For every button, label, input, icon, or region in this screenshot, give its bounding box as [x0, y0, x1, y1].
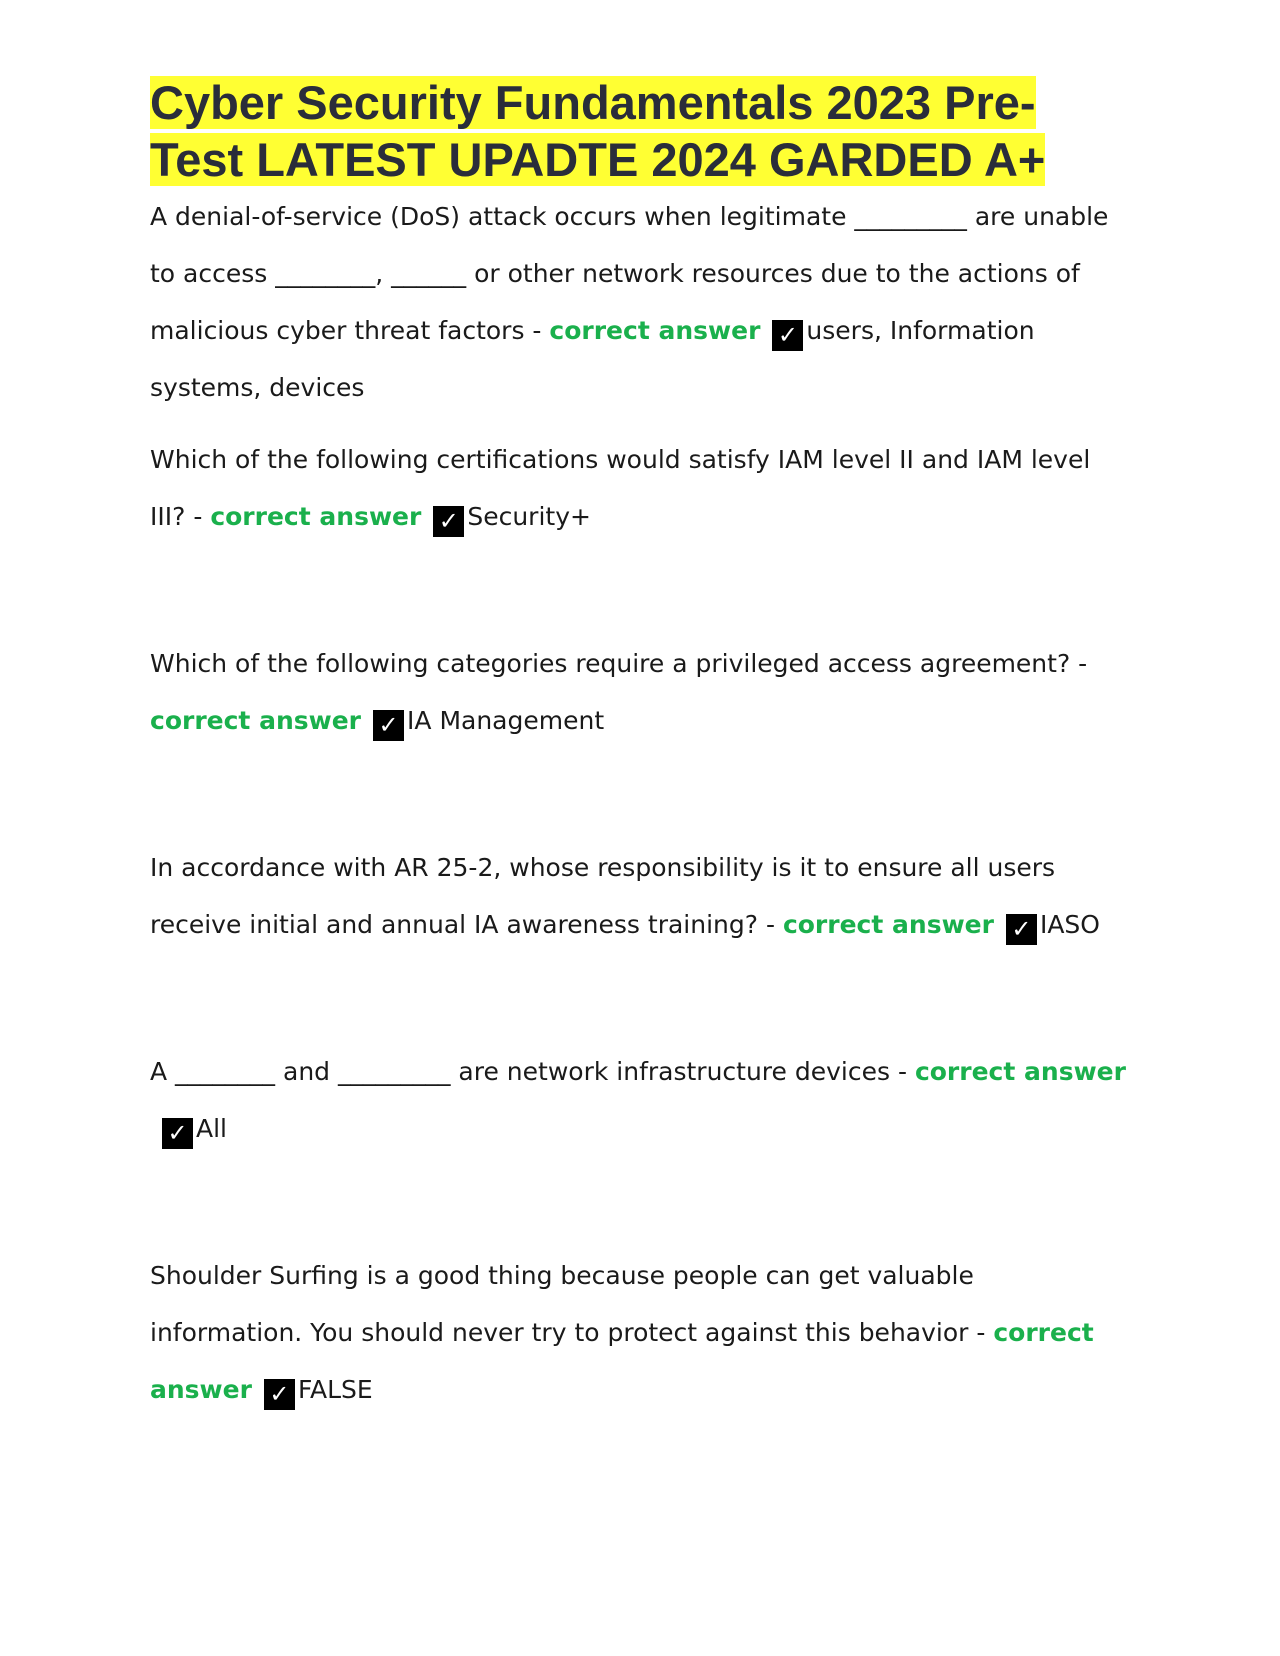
qa-item-5 [150, 1043, 1130, 1157]
question-text: Which of the following categories require a privileged access agreement? - [150, 649, 1088, 678]
answer-label: correct answer [549, 316, 761, 345]
answer-label: correct answer [210, 502, 422, 531]
qa-item-4 [150, 839, 1130, 953]
check-icon: ✓ [264, 1379, 295, 1410]
answer-label: correct answer [914, 1057, 1126, 1086]
answer-label: correct answer [150, 706, 362, 735]
qa-item-1 [150, 188, 1130, 416]
answer-label: correct answer [150, 1318, 1094, 1404]
answer-text: Security+ [467, 502, 591, 531]
answer-text: IASO [1039, 910, 1100, 939]
question-text: Which of the following certifications would satisfy IAM level II and IAM level III? - [150, 445, 1091, 531]
question-text: Shoulder Surfing is a good thing because people can get valuable information. You should never try to protect against this behavior - [150, 1261, 986, 1347]
check-icon: ✓ [1006, 914, 1037, 945]
check-icon: ✓ [373, 710, 404, 741]
page-title [150, 74, 1130, 188]
qa-item-2 [150, 431, 1130, 545]
answer-text: All [196, 1114, 227, 1143]
title-line-2: Test LATEST UPADTE 2024 GARDED A+ [150, 133, 1046, 186]
question-text: A denial-of-service (DoS) attack occurs when legitimate _________ are unable to access ________, ______ or other network resources due to the actions of malicious cyber threat factors - [150, 202, 1109, 345]
qa-item-3 [150, 635, 1130, 749]
check-icon: ✓ [162, 1118, 193, 1149]
title-line-1: Cyber Security Fundamentals 2023 Pre- [150, 76, 1036, 129]
check-icon: ✓ [433, 506, 464, 537]
qa-item-6 [150, 1247, 1130, 1418]
answer-label: correct answer [782, 910, 994, 939]
answer-text: FALSE [297, 1375, 373, 1404]
question-text: In accordance with AR 25-2, whose responsibility is it to ensure all users receive initial and annual IA awareness training? - [150, 853, 1056, 939]
document-page [150, 74, 1130, 1418]
check-icon: ✓ [772, 320, 803, 351]
answer-text: users, Information systems, devices [150, 316, 1035, 402]
answer-text: IA Management [407, 706, 605, 735]
question-text: A ________ and _________ are network infrastructure devices - [150, 1057, 907, 1086]
